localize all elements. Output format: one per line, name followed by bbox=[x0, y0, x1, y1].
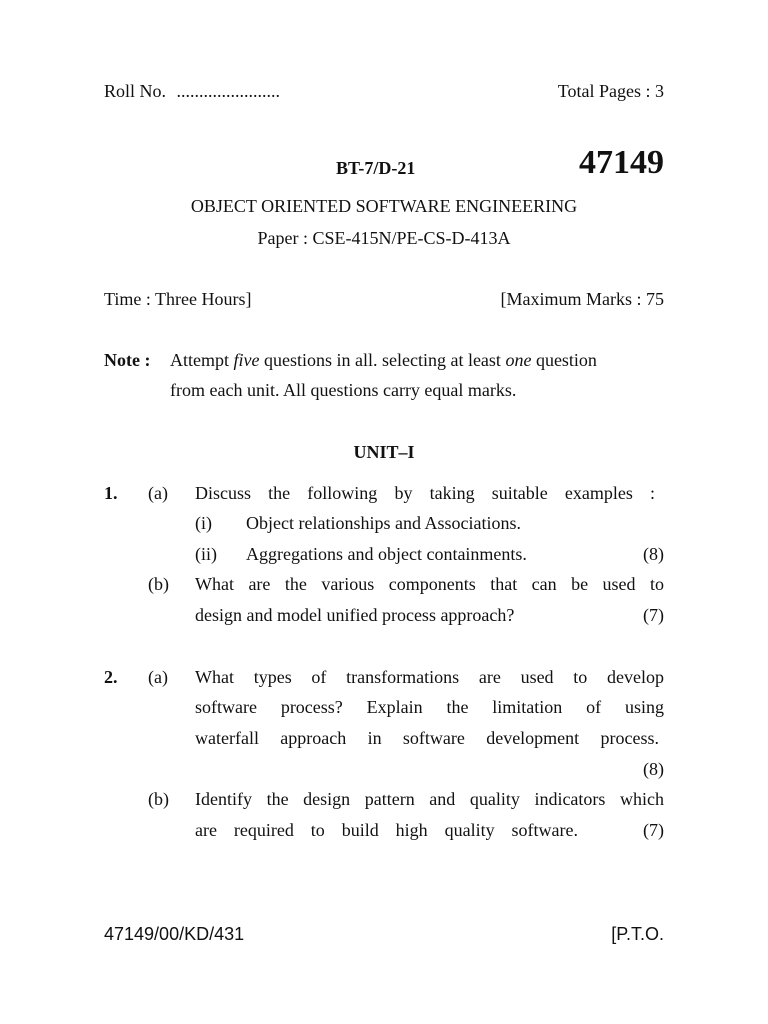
q2-b-line-1: Identify the design pattern and quality indicators which bbox=[195, 789, 664, 809]
q2-a-line-2: software process? Explain the limitation of using bbox=[195, 697, 664, 717]
roll-no-text: Roll No. bbox=[104, 81, 167, 101]
course-title: OBJECT ORIENTED SOFTWARE ENGINEERING bbox=[190, 196, 578, 216]
paper-code: Paper : CSE-415N/PE-CS-D-413A bbox=[257, 228, 511, 248]
q2-a-line-1: What types of transformations are used to develop bbox=[195, 667, 664, 687]
q2-b-label: (b) bbox=[148, 789, 169, 809]
q1-ii-label: (ii) bbox=[195, 544, 217, 564]
note-line-2: from each unit. All questions carry equal marks. bbox=[170, 380, 517, 400]
note-text-c: questions in all. selecting at least bbox=[259, 350, 506, 370]
total-pages: Total Pages : 3 bbox=[557, 81, 664, 101]
q2-a-line-3: waterfall approach in software development process. bbox=[195, 728, 659, 748]
q1-ii-text: Aggregations and object containments. bbox=[246, 544, 527, 564]
q1-a-text: Discuss the following by taking suitable examples : bbox=[195, 483, 655, 503]
q1-i-label: (i) bbox=[195, 513, 212, 533]
note-label: Note : bbox=[104, 350, 151, 370]
q2-number: 2. bbox=[104, 667, 118, 687]
q2-b-line-2: are required to build high quality software. bbox=[195, 820, 578, 840]
unit-title: UNIT–I bbox=[353, 442, 415, 462]
note-emph-five: five bbox=[233, 350, 260, 370]
roll-no-label bbox=[104, 81, 280, 102]
q1-b-line-1: What are the various components that can be used to bbox=[195, 574, 664, 594]
q1-ii-marks: (8) bbox=[643, 544, 664, 564]
q1-number: 1. bbox=[104, 483, 118, 503]
footer-pto: [P.T.O. bbox=[611, 924, 664, 944]
q2-a-marks: (8) bbox=[643, 759, 664, 779]
q2-a-label: (a) bbox=[148, 667, 168, 687]
q1-b-line-2: design and model unified process approach? bbox=[195, 605, 515, 625]
note-line-1-text bbox=[170, 350, 597, 371]
q1-a-label: (a) bbox=[148, 483, 168, 503]
q2-b-marks: (7) bbox=[643, 820, 664, 840]
time-label: Time : Three Hours] bbox=[104, 289, 252, 309]
q1-i-text: Object relationships and Associations. bbox=[246, 513, 521, 533]
exam-code: BT-7/D-21 bbox=[336, 158, 416, 178]
paper-number: 47149 bbox=[579, 144, 664, 181]
q1-b-marks: (7) bbox=[643, 605, 664, 625]
max-marks: [Maximum Marks : 75 bbox=[500, 289, 664, 309]
footer-code: 47149/00/KD/431 bbox=[104, 924, 245, 944]
note-line-1 bbox=[170, 350, 664, 371]
roll-no-dots: ....................... bbox=[176, 81, 281, 101]
note-text-e: question bbox=[531, 350, 597, 370]
q1-b-label: (b) bbox=[148, 574, 169, 594]
note-emph-one: one bbox=[505, 350, 532, 370]
note-text-a: Attempt bbox=[170, 350, 234, 370]
